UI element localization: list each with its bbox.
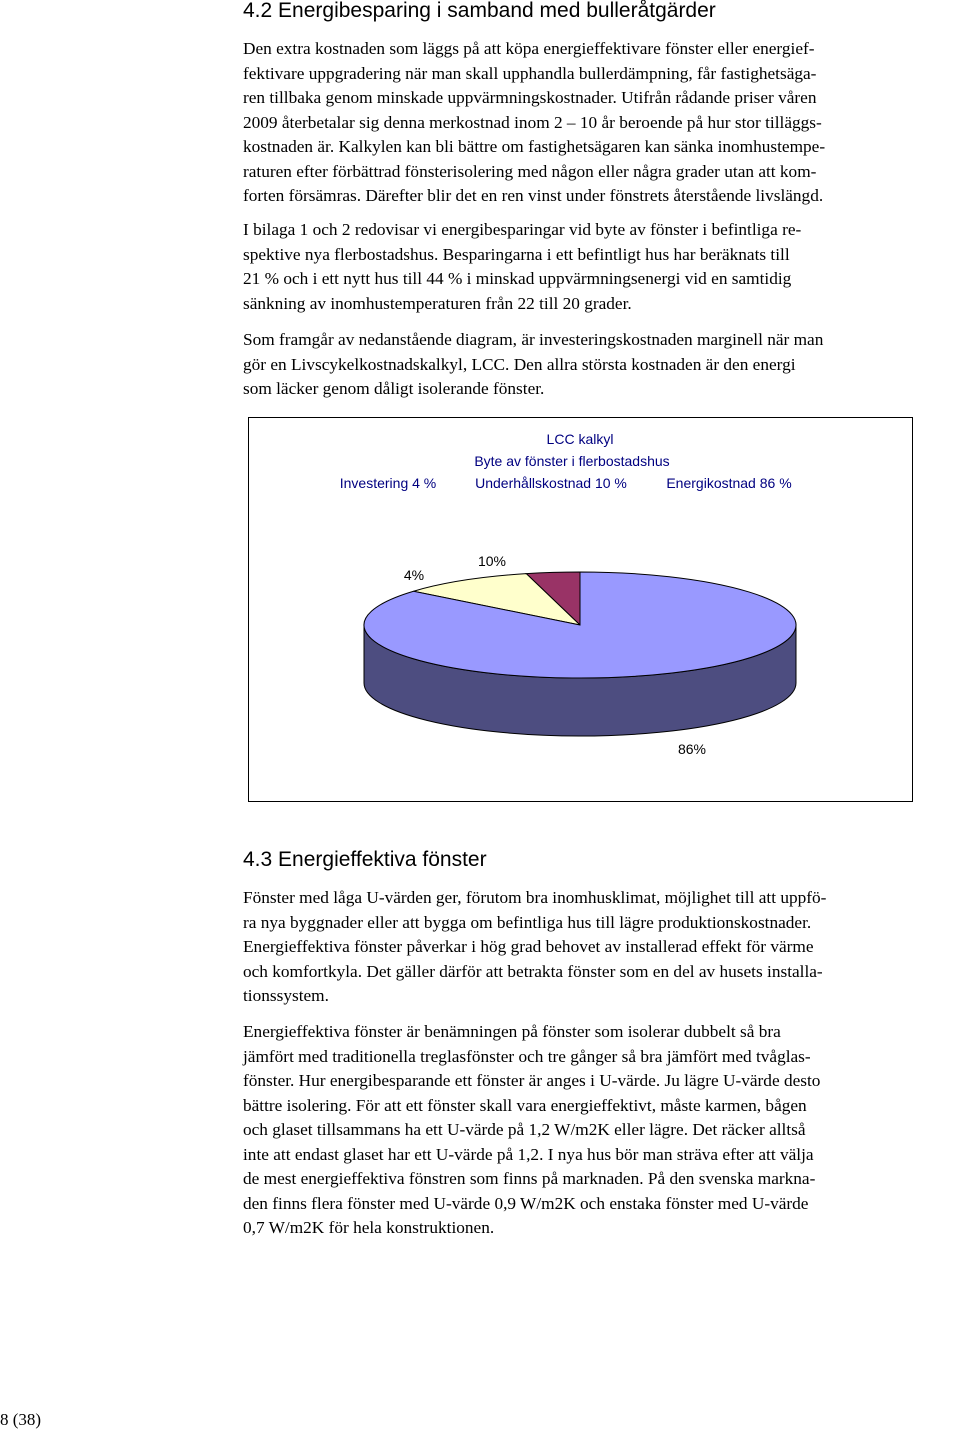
text-line: fektivare uppgradering när man skall upphandla bullerdämpning, får fastighetsäga-: [243, 63, 817, 83]
text-line: 21 % och i ett nytt hus till 44 % i minskad uppvärmningsenergi vid en samtidig: [243, 269, 792, 288]
slice-label-energikostnad: 86%: [677, 741, 707, 757]
text-line: Som framgår av nedanstående diagram, är investeringskostnaden marginell när man: [243, 330, 824, 349]
text-line: Energieffektiva fönster påverkar i hög grad behovet av installerad effekt för värme: [243, 937, 814, 956]
text-line: som läcker genom dåligt isolerande fönster.: [243, 379, 545, 398]
text-line: Den extra kostnaden som läggs på att köpa energieffektivare fönster eller energief-: [243, 39, 815, 58]
text-line: 0,7 W/m2K för hela konstruktionen.: [243, 1218, 495, 1237]
text-line: sänkning av inomhustemperaturen från 22 till 20 grader.: [243, 293, 632, 313]
legend-investering: Investering 4 %: [339, 475, 437, 491]
text-line: spektive nya flerbostadshus. Besparingarna i ett befintligt hus har beräknats till: [243, 244, 790, 264]
text-line: den finns flera fönster med U-värde 0,9 W/m2K och enstaka fönster med U-värde: [243, 1193, 809, 1213]
legend-underhallskostnad: Underhållskostnad 10 %: [475, 475, 627, 491]
page-number: 8 (38): [0, 1410, 42, 1429]
text-line: Fönster med låga U-värden ger, förutom bra inomhusklimat, möjlighet till att uppfö-: [243, 888, 827, 907]
text-line: och komfortkyla. Det gäller därför att betrakta fönster som en del av husets installa-: [243, 961, 823, 981]
slice-label-investering: 4%: [403, 567, 425, 583]
paragraph-energy-windows: [243, 1020, 955, 1241]
text-line: raturen efter förbättrad fönsterisolering med någon eller några grader utan att kom-: [243, 161, 817, 181]
legend-energikostnad: Energikostnad 86 %: [666, 475, 792, 491]
paragraph-energy-savings: [243, 37, 955, 209]
text-line: forten försämras. Därefter blir det en ren vinst under fönstrets återstående livslängd.: [243, 186, 824, 205]
paragraph-lcc: [243, 328, 955, 402]
text-line: Energieffektiva fönster är benämningen på fönster som isolerar dubbelt så bra: [243, 1022, 781, 1041]
paragraph-u-values: [243, 886, 955, 1009]
text-line: bättre isolering. För att ett fönster skall vara energieffektivt, måste karmen, bågen: [243, 1095, 807, 1115]
section-heading-4-3: 4.3 Energieffektiva fönster: [243, 848, 487, 871]
text-line: gör en Livscykelkostnadskalkyl, LCC. Den allra största kostnaden är den energi: [243, 354, 796, 374]
text-line: 2009 återbetalar sig denna merkostnad inom 2 – 10 år beroende på hur stor tilläggs-: [243, 112, 822, 132]
text-line: I bilaga 1 och 2 redovisar vi energibesparingar vid byte av fönster i befintliga re-: [243, 220, 802, 239]
chart-title: LCC kalkyl: [546, 431, 614, 447]
text-line: tionssystem.: [243, 986, 329, 1005]
lcc-pie-chart: [248, 417, 913, 802]
text-line: de mest energieffektiva fönstren som finns på marknaden. På den svenska markna-: [243, 1169, 816, 1188]
text-line: ren tillbaka genom minskade uppvärmningskostnader. Utifrån rådande priser våren: [243, 88, 817, 107]
text-line: inte att endast glaset har ett U-värde på 1,2. I nya hus bör man sträva efter att välja: [243, 1144, 814, 1164]
pie-chart-canvas: [249, 418, 914, 803]
chart-subtitle: Byte av fönster i flerbostadshus: [474, 453, 670, 469]
section-heading-4-2: 4.2 Energibesparing i samband med bulleråtgärder: [243, 0, 716, 22]
text-line: och glaset tillsammans ha ett U-värde på 1,2 W/m2K eller lägre. Det räcker alltså: [243, 1120, 806, 1139]
paragraph-bilaga: [243, 218, 955, 316]
slice-label-underhallskostnad: 10%: [477, 553, 507, 569]
text-line: ra nya byggnader eller att bygga om befintliga hus till lägre produktionskostnader.: [243, 912, 812, 932]
text-line: jämfört med traditionella treglasfönster och tre gånger så bra jämfört med tvåglas-: [243, 1046, 811, 1066]
text-line: fönster. Hur energibesparande ett fönster är anges i U-värde. Ju lägre U-värde desto: [243, 1071, 821, 1090]
text-line: kostnaden är. Kalkylen kan bli bättre om fastighetsägaren kan sänka inomhustempe-: [243, 137, 826, 156]
